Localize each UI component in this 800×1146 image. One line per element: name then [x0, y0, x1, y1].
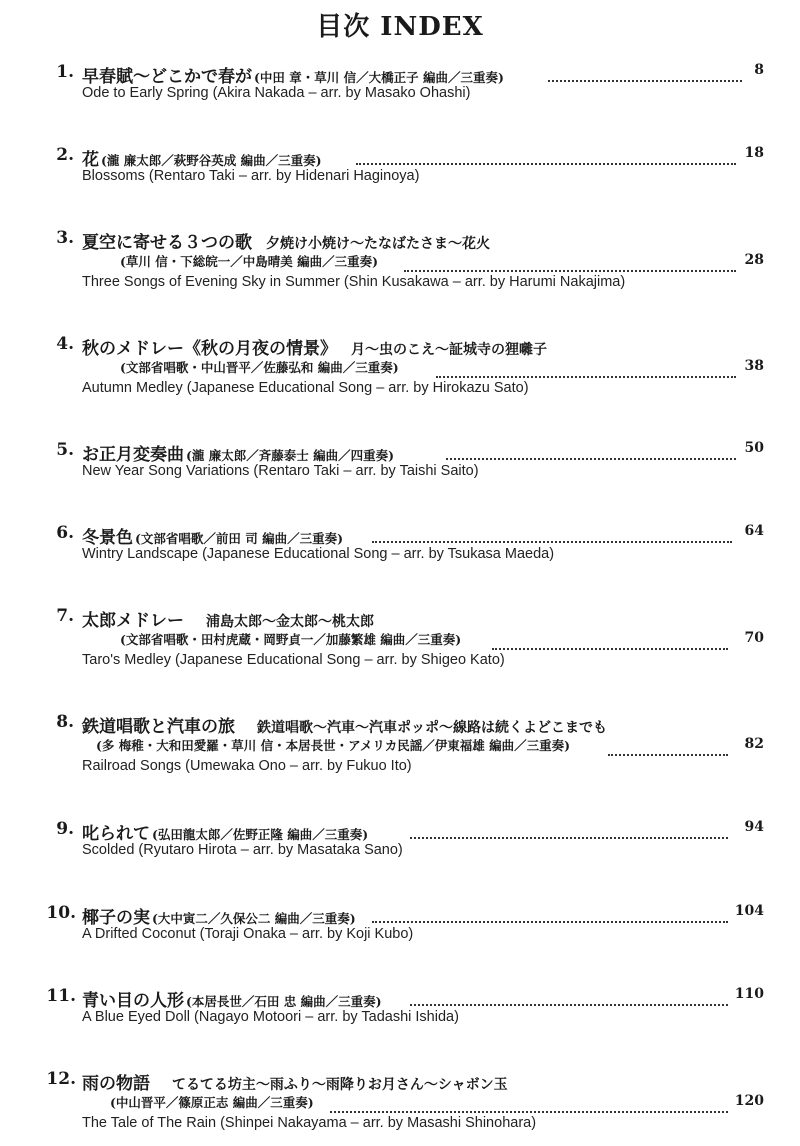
entry-subtitle-jp: 浦島太郎〜金太郎〜桃太郎: [206, 614, 374, 630]
entry-title-jp: 秋のメドレー《秋の月夜の情景》: [82, 339, 337, 359]
entry-title-en: A Blue Eyed Doll (Nagayo Motoori – arr. by Tadashi Ishida): [82, 1009, 459, 1025]
dot-leader: [436, 358, 736, 378]
entry-page-number: 110: [734, 986, 764, 1002]
page-title: 目次 INDEX: [316, 12, 484, 42]
entry-credit: (中山晋平／篠原正志 編曲／三重奏): [110, 1095, 314, 1110]
dot-leader: [548, 62, 742, 82]
dot-leader: [372, 523, 732, 543]
entry-title-jp: 早春賦〜どこかで春が: [82, 67, 252, 87]
entry-title-en: Ode to Early Spring (Akira Nakada – arr. by Masako Ohashi): [82, 85, 471, 101]
entry-page-number: 70: [744, 630, 764, 646]
entry-number: 10.: [46, 903, 76, 923]
entry-title-jp: 叱られて: [82, 824, 150, 844]
entry-page-number: 82: [744, 736, 764, 752]
entry-number: 6.: [56, 523, 74, 543]
entry-title-jp: 冬景色: [82, 528, 133, 548]
entry-title-jp: 青い目の人形: [82, 991, 184, 1011]
dot-leader: [404, 252, 736, 272]
entry-subtitle-jp: 夕焼け小焼け〜たなばたさま〜花火: [266, 236, 490, 252]
dot-leader: [492, 630, 728, 650]
entry-page-number: 104: [734, 903, 764, 919]
entry-credit: (弘田龍太郎／佐野正隆 編曲／三重奏): [152, 827, 369, 842]
entry-title-en: Autumn Medley (Japanese Educational Song – arr. by Hirokazu Sato): [82, 380, 529, 396]
entry-number: 8.: [56, 712, 74, 732]
entry-number: 7.: [56, 606, 74, 626]
dot-leader: [330, 1093, 728, 1113]
entry-number: 2.: [56, 145, 74, 165]
entry-title-en: Scolded (Ryutaro Hirota – arr. by Masataka Sano): [82, 842, 403, 858]
entry-credit: (大中寅二／久保公二 編曲／三重奏): [152, 911, 356, 926]
entry-page-number: 50: [744, 440, 764, 456]
entry-number: 5.: [56, 440, 74, 460]
entry-credit: (瀧 廉太郎／斉藤泰士 編曲／四重奏): [186, 448, 395, 463]
entry-title-jp: 椰子の実: [82, 908, 150, 928]
entry-page-number: 64: [744, 523, 764, 539]
entry-title-en: Railroad Songs (Umewaka Ono – arr. by Fukuo Ito): [82, 758, 412, 774]
entry-title-jp: 太郎メドレー: [82, 611, 184, 631]
entry-title-jp: 鉄道唱歌と汽車の旅: [82, 717, 235, 737]
entry-title-en: New Year Song Variations (Rentaro Taki – arr. by Taishi Saito): [82, 463, 479, 479]
dot-leader: [608, 736, 728, 756]
entry-page-number: 28: [744, 252, 764, 268]
entry-title-jp: お正月変奏曲: [82, 445, 184, 465]
entry-number: 4.: [56, 334, 74, 354]
entry-title-en: Three Songs of Evening Sky in Summer (Shin Kusakawa – arr. by Harumi Nakajima): [82, 274, 626, 290]
entry-subtitle-jp: 月〜虫のこえ〜証城寺の狸囃子: [351, 342, 547, 358]
entry-title-en: Blossoms (Rentaro Taki – arr. by Hidenari Haginoya): [82, 168, 420, 184]
entry-title-jp: 花: [82, 150, 99, 170]
entry-number: 11.: [46, 986, 76, 1006]
entry-number: 1.: [56, 62, 74, 82]
entry-credit: (文部省唱歌・田村虎蔵・岡野貞一／加藤繁雄 編曲／三重奏): [120, 632, 462, 647]
entry-subtitle-jp: てるてる坊主〜雨ふり〜雨降りお月さん〜シャボン玉: [172, 1077, 508, 1093]
entry-title-en: The Tale of The Rain (Shinpei Nakayama – arr. by Masashi Shinohara): [82, 1115, 537, 1131]
entry-credit: (文部省唱歌・中山晋平／佐藤弘和 編曲／三重奏): [120, 360, 399, 375]
entry-title-jp: 夏空に寄せる３つの歌: [82, 233, 252, 253]
dot-leader: [446, 440, 736, 460]
dot-leader: [410, 819, 728, 839]
entry-page-number: 8: [754, 62, 764, 78]
entry-subtitle-jp: 鉄道唱歌〜汽車〜汽車ポッポ〜線路は続くよどこまでも: [257, 720, 607, 736]
entry-page-number: 120: [734, 1093, 764, 1109]
entry-credit: (多 梅稚・大和田愛羅・草川 信・本居長世・アメリカ民謡／伊東福雄 編曲／三重奏): [96, 738, 571, 753]
entry-page-number: 18: [744, 145, 764, 161]
entry-credit: (文部省唱歌／前田 司 編曲／三重奏): [135, 531, 344, 546]
entry-title-jp: 雨の物語: [82, 1074, 150, 1094]
entry-credit: (草川 信・下総皖一／中島晴美 編曲／三重奏): [120, 254, 379, 269]
entry-credit: (本居長世／石田 忠 編曲／三重奏): [186, 994, 382, 1009]
entry-title-en: Wintry Landscape (Japanese Educational Song – arr. by Tsukasa Maeda): [82, 546, 555, 562]
entry-title-en: Taro's Medley (Japanese Educational Song – arr. by Shigeo Kato): [82, 652, 505, 668]
entry-credit: (瀧 廉太郎／萩野谷英成 編曲／三重奏): [101, 153, 322, 168]
entry-page-number: 38: [744, 358, 764, 374]
entry-number: 9.: [56, 819, 74, 839]
entry-page-number: 94: [744, 819, 764, 835]
dot-leader: [410, 986, 728, 1006]
dot-leader: [356, 145, 736, 165]
entry-number: 3.: [56, 228, 74, 248]
entry-number: 12.: [46, 1069, 76, 1089]
dot-leader: [372, 903, 728, 923]
entry-title-en: A Drifted Coconut (Toraji Onaka – arr. by Koji Kubo): [82, 926, 414, 942]
entry-credit: (中田 章・草川 信／大橋正子 編曲／三重奏): [254, 70, 504, 85]
